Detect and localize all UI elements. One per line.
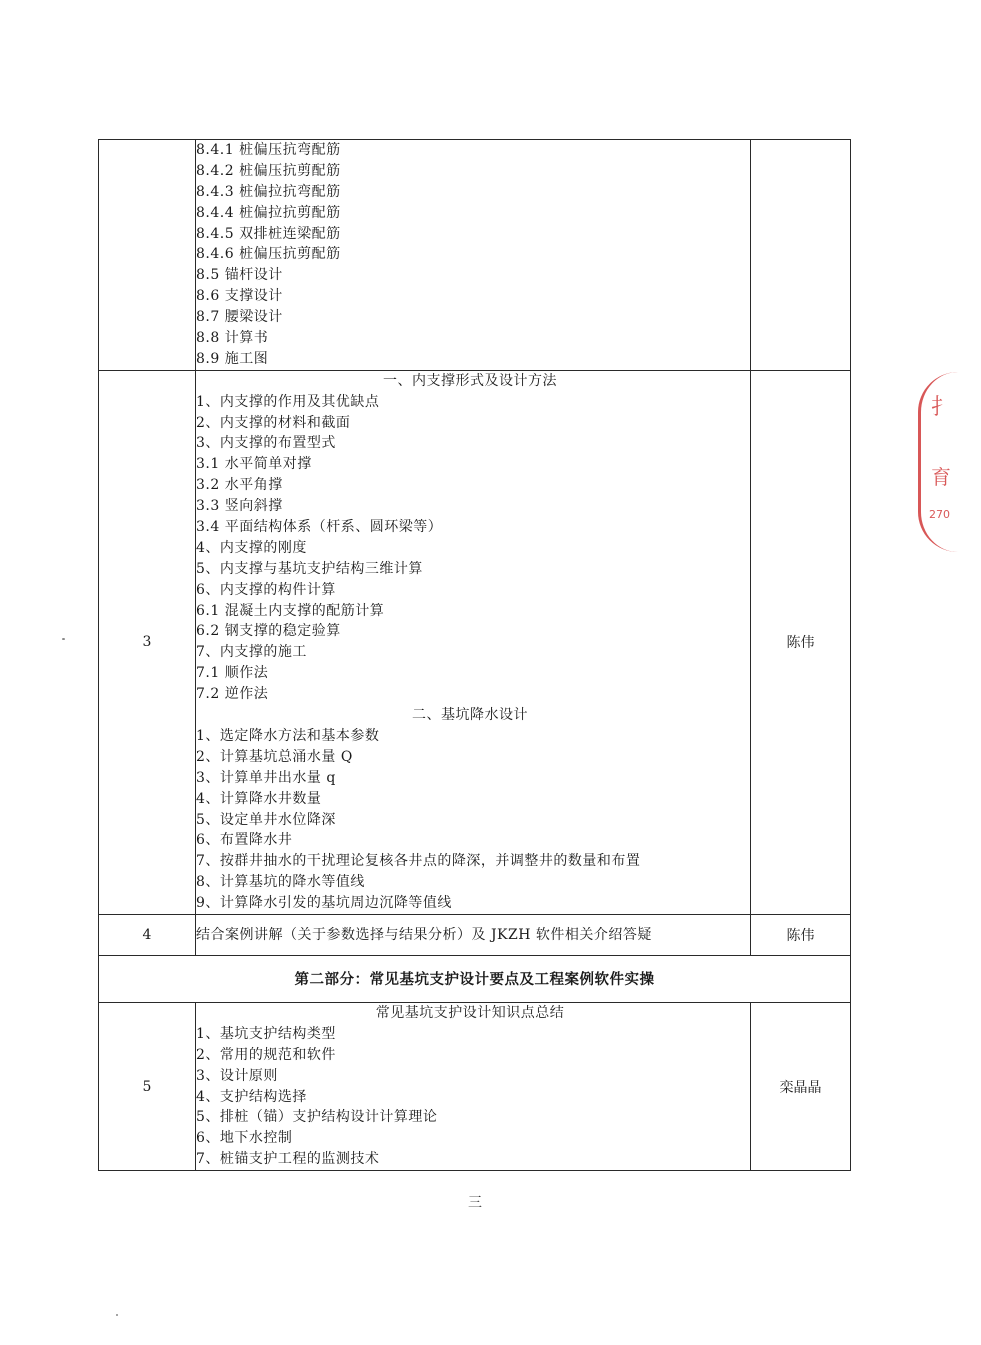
content-line: 6、内支撑的构件计算 — [196, 581, 336, 598]
scan-speck — [116, 1314, 118, 1316]
session-number-cell: 5 — [99, 1002, 196, 1170]
stamp-text-2: 270 — [929, 508, 950, 521]
content-line: 2、常用的规范和软件 — [196, 1046, 336, 1063]
session-number-cell: 3 — [99, 370, 196, 914]
content-line: 6.2 钢支撑的稳定验算 — [196, 623, 341, 640]
content-line: 5、排桩（锚）支护结构设计计算理论 — [196, 1109, 438, 1126]
content-line: 2、计算基坑总涌水量 Q — [196, 748, 353, 765]
table-row — [99, 140, 851, 371]
content-line: 8.9 施工图 — [196, 350, 269, 367]
content-subheading: 常见基坑支护设计知识点总结 — [375, 1004, 565, 1021]
content-line: 7、桩锚支护工程的监测技术 — [196, 1151, 380, 1168]
content-subheading: 一、内支撑形式及设计方法 — [383, 372, 557, 389]
content-line: 3、计算单井出水量 q — [196, 769, 336, 786]
content-line: 1、基坑支护结构类型 — [196, 1025, 336, 1042]
content-line: 8.4.1 桩偏压抗弯配筋 — [196, 142, 341, 158]
content-line: 3.1 水平简单对撑 — [196, 456, 312, 473]
page-number: 三 — [468, 1195, 482, 1211]
content-line: 6、地下水控制 — [196, 1130, 293, 1147]
content-line: 3.2 水平角撑 — [196, 477, 283, 494]
content-line: 1、选定降水方法和基本参数 — [196, 727, 380, 744]
content-line: 8.7 腰梁设计 — [196, 309, 283, 326]
table-body — [99, 140, 851, 1171]
content-line: 2、内支撑的材料和截面 — [196, 414, 351, 431]
session-content-cell — [196, 914, 751, 955]
session-content-cell — [196, 1002, 751, 1170]
content-line: 5、设定单井水位降深 — [196, 811, 336, 828]
scan-speck — [62, 638, 65, 640]
content-line: 结合案例讲解（关于参数选择与结果分析）及 JKZH 软件相关介绍答疑 — [196, 926, 652, 943]
content-line: 7、按群井抽水的干扰理论复核各井点的降深，并调整井的数量和布置 — [196, 853, 641, 870]
lecturer-cell: 陈伟 — [751, 370, 851, 914]
content-line: 6.1 混凝土内支撑的配筋计算 — [196, 602, 385, 619]
content-line: 4、内支撑的刚度 — [196, 539, 307, 556]
session-number-cell: 4 — [99, 914, 196, 955]
table-row — [99, 955, 851, 1002]
content-line: 8.4.3 桩偏拉抗弯配筋 — [196, 183, 341, 200]
lecturer-cell — [751, 140, 851, 371]
content-line: 8.4.5 双排桩连梁配筋 — [196, 225, 341, 242]
table-row — [99, 914, 851, 955]
content-line: 4、支护结构选择 — [196, 1088, 307, 1105]
seal-stamp-fragment-icon — [921, 372, 961, 552]
content-line: 3.3 竖向斜撑 — [196, 498, 283, 515]
lecturer-cell: 陈伟 — [751, 914, 851, 955]
content-line: 8.5 锚杆设计 — [196, 267, 283, 284]
table-row — [99, 370, 851, 914]
content-line: 7、内支撑的施工 — [196, 644, 307, 661]
content-line: 7.1 顺作法 — [196, 665, 269, 682]
section-part-heading: 第二部分：常见基坑支护设计要点及工程案例软件实操 — [99, 955, 851, 1002]
lecturer-cell: 栾晶晶 — [751, 1002, 851, 1170]
session-number-cell — [99, 140, 196, 371]
content-line: 8.6 支撑设计 — [196, 288, 283, 305]
session-content-cell — [196, 140, 751, 371]
content-line: 9、计算降水引发的基坑周边沉降等值线 — [196, 895, 452, 912]
content-subheading: 二、基坑降水设计 — [412, 707, 528, 724]
table-row — [99, 1002, 851, 1170]
content-line: 8.4.6 桩偏压抗剪配筋 — [196, 246, 341, 263]
svg-text:⺘: ⺘ — [931, 395, 954, 420]
content-line: 3.4 平面结构体系（杆系、圆环梁等） — [196, 519, 443, 536]
content-line: 6、布置降水井 — [196, 832, 293, 849]
content-line: 1、内支撑的作用及其优缺点 — [196, 393, 380, 410]
session-content-cell — [196, 370, 751, 914]
content-line: 5、内支撑与基坑支护结构三维计算 — [196, 560, 423, 577]
content-line: 3、内支撑的布置型式 — [196, 435, 336, 452]
red-seal-stamp — [918, 372, 981, 552]
content-line: 8.4.4 桩偏拉抗剪配筋 — [196, 204, 341, 221]
course-schedule-table — [98, 139, 851, 1171]
stamp-text-1: 育 — [931, 465, 951, 489]
content-line: 8、计算基坑的降水等值线 — [196, 874, 365, 891]
content-line: 4、计算降水井数量 — [196, 790, 322, 807]
content-line: 8.4.2 桩偏压抗剪配筋 — [196, 162, 341, 179]
content-line: 3、设计原则 — [196, 1067, 278, 1084]
content-line: 7.2 逆作法 — [196, 686, 269, 703]
content-line: 8.8 计算书 — [196, 330, 269, 347]
